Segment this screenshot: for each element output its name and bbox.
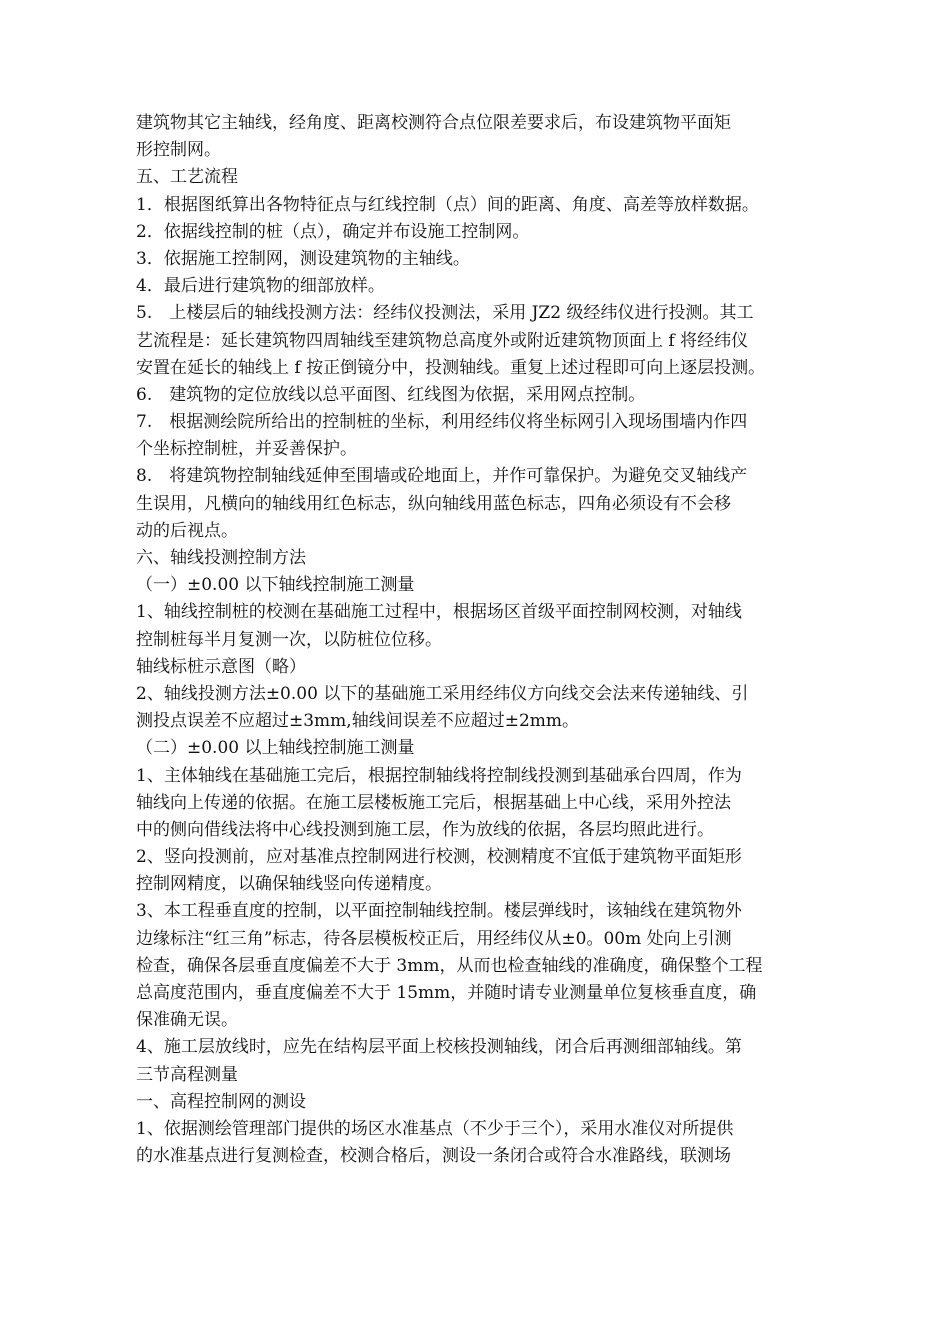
text-line: 保准确无误。 (136, 1010, 238, 1031)
text-line: 控制桩每半月复测一次，以防桩位位移。 (136, 629, 442, 650)
text-line: 3．依据施工控制网，测设建筑物的主轴线。 (136, 248, 470, 269)
text-line: 1、轴线控制桩的校测在基础施工过程中，根据场区首级平面控制网校测，对轴线 (136, 602, 742, 623)
text-line: 的水准基点进行复测检查，校测合格后，测设一条闭合或符合水准路线，联测场 (136, 1146, 731, 1167)
subsection-heading: （一）±0.00 以下轴线控制施工测量 (136, 575, 415, 596)
text-line: 个坐标控制桩，并妥善保护。 (136, 439, 357, 460)
text-line: 4、施工层放线时，应先在结构层平面上校核投测轴线，闭合后再测细部轴线。第 (136, 1037, 742, 1058)
text-line: 2．依据线控制的桩（点），确定并布设施工控制网。 (136, 221, 530, 242)
text-line: 2、轴线投测方法±0.00 以下的基础施工采用经纬仪方向线交会法来传递轴线、引 (136, 683, 749, 704)
document-body (136, 110, 836, 1170)
text-line: 2、竖向投测前，应对基准点控制网进行校测，校测精度不宜低于建筑物平面矩形 (136, 847, 742, 868)
text-line: 1、主体轴线在基础施工完后，根据控制轴线将控制线投测到基础承台四周，作为 (136, 765, 742, 786)
text-line: 中的侧向借线法将中心线投测到施工层，作为放线的依据，各层均照此进行。 (136, 819, 714, 840)
subsection-heading: （二）±0.00 以上轴线控制施工测量 (136, 738, 415, 759)
text-line: 5. 上楼层后的轴线投测方法：经纬仪投测法，采用 JZ2 级经纬仪进行投测。其工 (136, 303, 754, 324)
text-line: 6. 建筑物的定位放线以总平面图、红线图为依据，采用网点控制。 (136, 384, 646, 405)
text-line: 检查，确保各层垂直度偏差不大于 3mm，从而也检查轴线的准确度，确保整个工程 (136, 955, 763, 976)
section-heading: 五、工艺流程 (136, 167, 238, 188)
text-line: 测投点误差不应超过±3mm,轴线间误差不应超过±2mm。 (136, 711, 580, 732)
text-line: 8. 将建筑物控制轴线延伸至围墙或砼地面上，并作可靠保护。为避免交叉轴线产 (136, 466, 748, 487)
text-line: 艺流程是：延长建筑物四周轴线至建筑物总高度外或附近建筑物顶面上 f 将经纬仪 (136, 330, 749, 351)
text-line: 建筑物其它主轴线，经角度、距离校测符合点位限差要求后，布设建筑物平面矩 (136, 113, 731, 133)
section-heading: 六、轴线投测控制方法 (136, 548, 306, 568)
text-line: 生误用，凡横向的轴线用红色标志，纵向轴线用蓝色标志，四角必须设有不会移 (136, 493, 731, 514)
text-line: 总高度范围内，垂直度偏差不大于 15mm，并随时请专业测量单位复核垂直度，确 (136, 983, 757, 1003)
text-line: 轴线向上传递的依据。在施工层楼板施工完后，根据基础上中心线，采用外控法 (136, 792, 731, 813)
text-line: 1．根据图纸算出各物特征点与红线控制（点）间的距离、角度、高差等放样数据。 (136, 194, 759, 215)
text-line: 7. 根据测绘院所给出的控制桩的坐标，利用经纬仪将坐标网引入现场围墙内作四 (136, 412, 748, 433)
text-line: 边缘标注“红三角”标志，待各层模板校正后，用经纬仪从±0。00m 处向上引测 (136, 928, 732, 949)
text-line: 轴线标桩示意图（略） (136, 656, 306, 677)
text-line: 三节高程测量 (136, 1064, 238, 1085)
text-line: 4．最后进行建筑物的细部放样。 (136, 276, 385, 297)
text-line: 1、依据测绘管理部门提供的场区水准基点（不少于三个），采用水准仪对所提供 (136, 1118, 734, 1139)
section-heading: 一、高程控制网的测设 (136, 1091, 306, 1112)
text-line: 形控制网。 (136, 140, 221, 161)
text-line: 动的后视点。 (136, 520, 238, 541)
text-line: 3、本工程垂直度的控制，以平面控制轴线控制。楼层弹线时，该轴线在建筑物外 (136, 901, 742, 922)
text-line: 安置在延长的轴线上 f 按正倒镜分中，投测轴线。重复上述过程即可向上逐层投测。 (136, 357, 766, 378)
text-line: 控制网精度，以确保轴线竖向传递精度。 (136, 874, 442, 895)
